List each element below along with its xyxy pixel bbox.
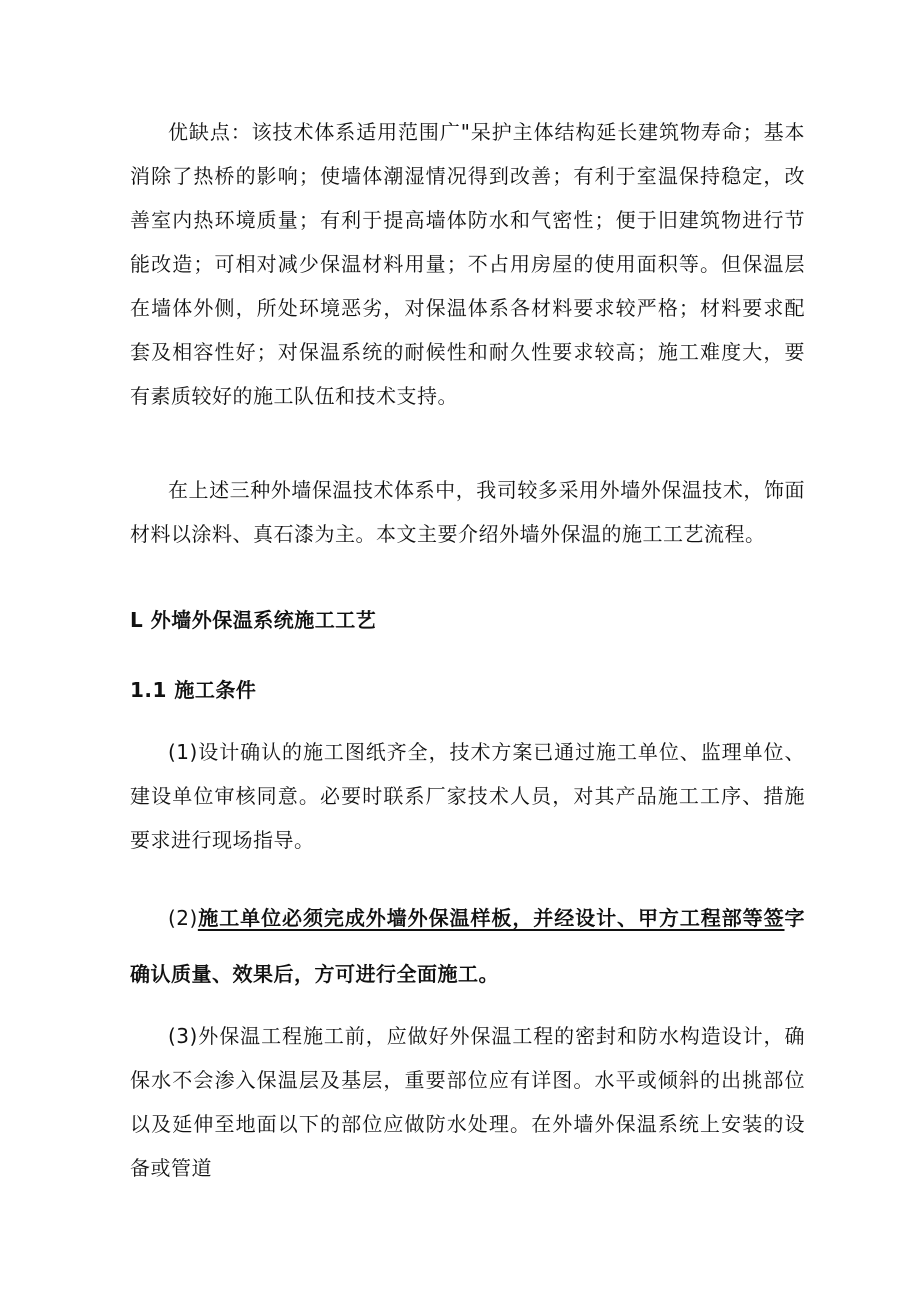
paragraph-condition-3: (3)外保温工程施工前，应做好外保温工程的密封和防水构造设计，确保水不会渗入保温层及基层，重要部位应有详图。水平或倾斜的出挑部位以及延伸至地面以下的部位应做防水处理。在外墙外保温系统上安装的设备或管道 [130,1024,805,1180]
condition-2-rest-text: 字确认质量、效果后，方可进行全面施工。 [130,906,805,986]
section-heading-construction-process: L 外墙外保温系统施工工艺 [130,608,377,632]
paragraph-system-summary: 在上述三种外墙保温技术体系中，我司较多采用外墙外保温技术，饰面材料以涂料、真石漆为主。本文主要介绍外墙外保温的施工工艺流程。 [130,478,805,546]
condition-2-number: (2) [168,906,198,930]
condition-2-underlined-text: 施工单位必须完成外墙外保温样板，并经设计、甲方工程部等签 [197,906,785,930]
subsection-heading-construction-conditions: 1.1 施工条件 [130,678,257,702]
paragraph-condition-2 [130,890,805,1002]
paragraph-advantages-disadvantages: 优缺点：该技术体系适用范围广"呆护主体结构延长建筑物寿命；基本消除了热桥的影响；使墙体潮湿情况得到改善；有利于室温保持稳定，改善室内热环境质量；有利于提高墙体防水和气密性；便于旧建筑物进行节能改造；可相对减少保温材料用量；不占用房屋的使用面积等。但保温层在墙体外侧，所处环境恶劣，对保温体系各材料要求较严格；材料要求配套及相容性好；对保温系统的耐候性和耐久性要求较高；施工难度大，要有素质较好的施工队伍和技术支持。 [130,120,805,408]
paragraph-condition-1: (1)设计确认的施工图纸齐全，技术方案已通过施工单位、监理单位、建设单位审核同意。必要时联系厂家技术人员，对其产品施工工序、措施要求进行现场指导。 [130,740,805,852]
